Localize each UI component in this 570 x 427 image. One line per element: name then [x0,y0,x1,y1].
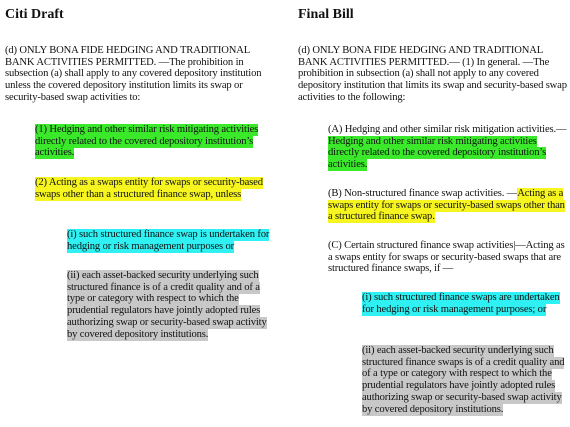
citi-draft-heading: Citi Draft [5,7,64,22]
final-bill-item-a: (A) Hedging and other similar risk mitigation activities.—Hedging and other similar risk mitigating activities directly related to the covered depository institution’s activities. [328,124,567,171]
citi-draft-item-ii: (ii) each asset-backed security underlying such structured finance is of a credit quality and of a type or category with respect to which the prudential regulators have jointly adopted rules authorizing swap or security-based swap activity by covered depository institutions. [67,270,267,340]
final-bill-item-b: (B) Non-structured finance swap activities. —Acting as a swaps entity for swaps or security-based swaps other than a structured finance swap. [328,188,565,223]
citi-draft-intro: (d) ONLY BONA FIDE HEDGING AND TRADITIONAL BANK ACTIVITIES PERMITTED. —The prohibition in subsection (a) shall apply to any covered depository institution unless the covered depository institution limits its swap or security-based swap activities to: [5,45,262,103]
citi-draft-item-2: (2) Acting as a swaps entity for swaps or security-based swaps other than a structured finance swap, unless [35,177,263,200]
final-bill-intro: (d) ONLY BONA FIDE HEDGING AND TRADITIONAL BANK ACTIVITIES PERMITTED.— (1) In general. —The prohibition in subsection (a) shall not apply to any covered depository institution that limits its swap and security-based swap activities to the following: [298,45,567,103]
final-bill-item-ii: (ii) each asset-backed security underlying such structured finance swaps is of a credit quality and of a type or category with respect to which the prudential regulators have jointly adopted rules authorizing swap or security-based swap activity by covered depository institutions. [362,345,565,415]
citi-draft-item-1: (1) Hedging and other similar risk mitigating activities directly related to the covered depository institution’s activities. [35,124,259,159]
final-bill-item-i: (i) such structured finance swaps are undertaken for hedging or risk management purposes; or [362,292,560,315]
final-bill-item-c: (C) Certain structured finance swap activities|—Acting as a swaps entity for swaps or security-based swaps that are structured finance swaps, if — [328,240,565,275]
citi-draft-item-i: (i) such structured finance swap is undertaken for hedging or risk management purposes or [67,229,270,252]
final-bill-heading: Final Bill [298,7,354,22]
